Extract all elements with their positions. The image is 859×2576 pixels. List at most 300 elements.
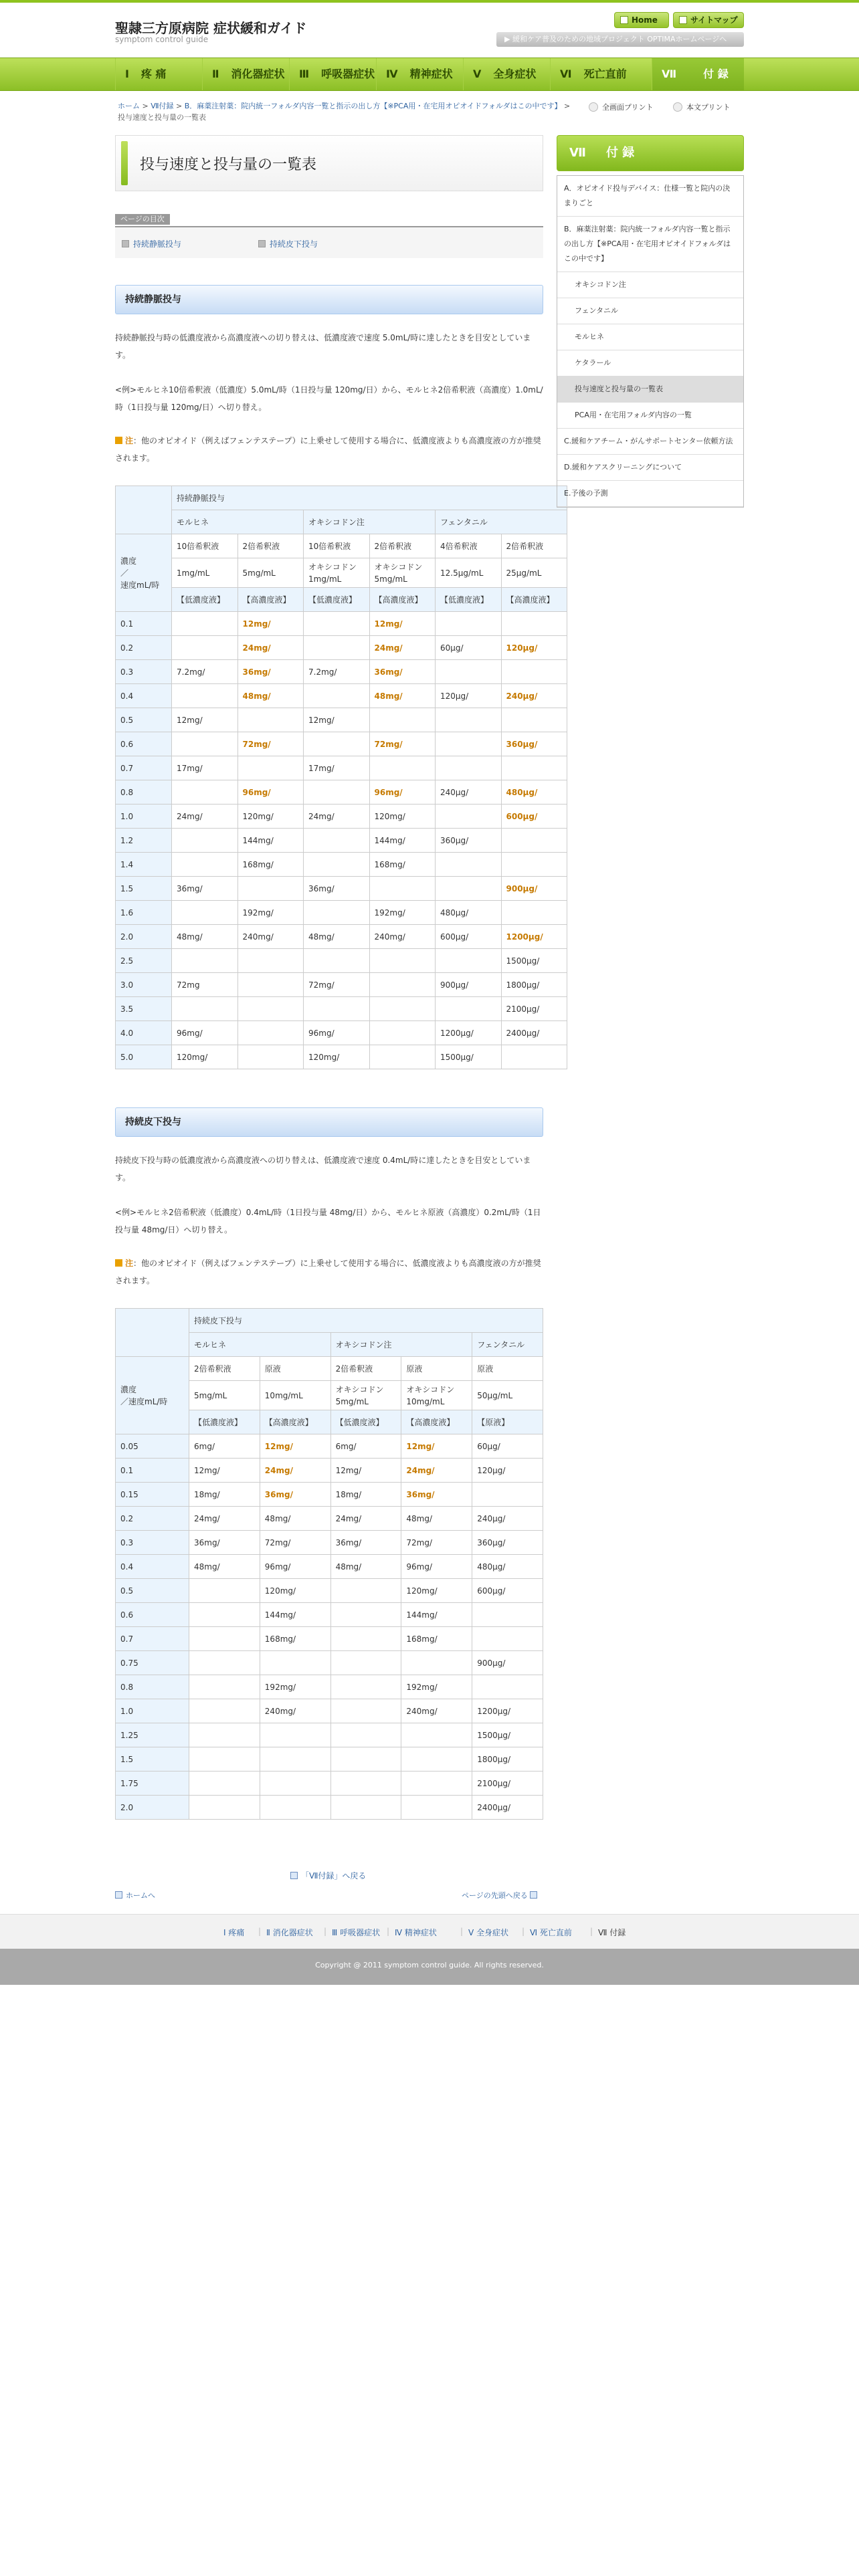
dose-cell: 36mg/ xyxy=(260,1483,330,1507)
table-row xyxy=(116,1459,543,1483)
rate-cell: 0.3 xyxy=(116,1531,189,1555)
dose-cell: 24mg/ xyxy=(330,1507,401,1531)
footer-nav xyxy=(0,1914,859,1949)
dose-cell: 144mg/ xyxy=(260,1603,330,1627)
dose-cell xyxy=(330,1675,401,1699)
dose-cell: 24mg/ xyxy=(369,636,436,660)
dose-cell xyxy=(436,997,502,1021)
dose-cell: 96mg/ xyxy=(369,780,436,804)
print-all-button[interactable]: 全画面プリント xyxy=(589,102,654,112)
rate-cell: 3.0 xyxy=(116,973,172,997)
dose-cell xyxy=(501,853,567,877)
dose-cell xyxy=(436,877,502,901)
footer-nav-item[interactable]: Ⅶ 付録 xyxy=(598,1928,626,1937)
dose-cell: 12mg/ xyxy=(304,708,370,732)
concentration-cell: 5mg/mL xyxy=(237,558,304,588)
dose-cell: 900μg/ xyxy=(472,1651,543,1675)
dose-cell: 12mg/ xyxy=(260,1434,330,1459)
dose-cell xyxy=(304,997,370,1021)
dilution-header: 原液 xyxy=(401,1357,472,1381)
gnav-item-pain[interactable]: Ⅰ 疼 痛 xyxy=(115,58,202,90)
dose-cell: 96mg/ xyxy=(260,1555,330,1579)
dose-cell xyxy=(189,1772,260,1796)
footer-separator: | xyxy=(460,1927,464,1936)
sidebar-item[interactable]: フェンタニル xyxy=(557,298,743,324)
table-row xyxy=(116,1507,543,1531)
dose-cell: 48mg/ xyxy=(304,925,370,949)
dose-cell: 72mg/ xyxy=(401,1531,472,1555)
dose-cell xyxy=(369,1045,436,1069)
dose-cell: 72mg/ xyxy=(260,1531,330,1555)
dose-cell xyxy=(330,1723,401,1747)
dose-cell: 2400μg/ xyxy=(501,1021,567,1045)
back-to-appendix-link[interactable]: 「Ⅶ付録」へ戻る xyxy=(290,1870,366,1881)
gnav-item-digestive[interactable]: Ⅱ 消化器症状 xyxy=(202,58,289,90)
dose-cell xyxy=(304,732,370,756)
dose-cell xyxy=(237,708,304,732)
table-row xyxy=(116,1747,543,1772)
optima-banner-link[interactable]: ▶ 緩和ケア普及のための地域プロジェクト OPTIMAホームページへ xyxy=(496,32,744,47)
dose-cell xyxy=(189,1699,260,1723)
dose-cell: 12mg/ xyxy=(401,1434,472,1459)
gnav-item-dying[interactable]: Ⅵ 死亡直前 xyxy=(550,58,652,90)
dose-cell xyxy=(172,780,238,804)
sec1-note: 注：他のオピオイド（例えばフェンテステープ）に上乗せして使用する場合に、低濃度液よりも高濃度液の方が推奨されます。 xyxy=(115,436,541,463)
rate-cell: 4.0 xyxy=(116,1021,172,1045)
gnav-item-appendix[interactable]: Ⅶ 付 録 xyxy=(652,58,744,90)
dilution-header: 2倍希釈液 xyxy=(237,534,304,558)
dilution-header: 2倍希釈液 xyxy=(501,534,567,558)
dose-cell xyxy=(304,612,370,636)
dose-cell xyxy=(369,756,436,780)
dose-cell xyxy=(330,1747,401,1772)
table-row xyxy=(116,949,567,973)
rate-cell: 0.6 xyxy=(116,732,172,756)
liquid-kind-cell: 【高濃度液】 xyxy=(237,588,304,612)
dose-cell xyxy=(237,997,304,1021)
rate-cell: 1.25 xyxy=(116,1723,189,1747)
concentration-cell: 10mg/mL xyxy=(260,1381,330,1410)
rate-cell: 1.0 xyxy=(116,804,172,829)
dose-cell: 60μg/ xyxy=(472,1434,543,1459)
title-accent-bar xyxy=(121,141,128,185)
liquid-kind-cell: 【高濃度液】 xyxy=(260,1410,330,1434)
rate-cell: 0.7 xyxy=(116,1627,189,1651)
dose-cell: 1200μg/ xyxy=(472,1699,543,1723)
dose-cell xyxy=(237,973,304,997)
dose-cell xyxy=(436,949,502,973)
dose-cell xyxy=(189,1796,260,1820)
table-sc-dose xyxy=(115,1308,543,1820)
section-heading-sc: 持続皮下投与 xyxy=(115,1107,543,1137)
home-icon xyxy=(115,1891,122,1899)
note-marker-icon xyxy=(115,1259,122,1267)
dose-cell: 7.2mg/ xyxy=(304,660,370,684)
dose-cell: 144mg/ xyxy=(369,829,436,853)
row-label-cell: 濃度 ／ 速度mL/時 xyxy=(116,534,172,612)
dose-cell: 1500μg/ xyxy=(472,1723,543,1747)
print-icon xyxy=(673,102,682,112)
site-title[interactable]: 聖隷三方原病院 症状緩和ガイド xyxy=(115,20,307,36)
dose-cell xyxy=(237,756,304,780)
dose-cell xyxy=(260,1796,330,1820)
liquid-kind-cell: 【低濃度液】 xyxy=(436,588,502,612)
breadcrumb-home[interactable]: ホーム xyxy=(118,102,140,110)
table-corner xyxy=(116,486,172,534)
toc-label: ページの目次 xyxy=(115,214,170,225)
table-row xyxy=(116,756,567,780)
dose-cell: 240mg/ xyxy=(260,1699,330,1723)
dose-cell xyxy=(501,1045,567,1069)
dose-cell xyxy=(369,877,436,901)
rate-cell: 0.6 xyxy=(116,1603,189,1627)
dose-cell xyxy=(436,732,502,756)
rate-cell: 1.75 xyxy=(116,1772,189,1796)
dose-cell: 2100μg/ xyxy=(472,1772,543,1796)
sidebar-item[interactable]: ケタラール xyxy=(557,350,743,377)
gnav-item-systemic[interactable]: Ⅴ 全身症状 xyxy=(463,58,550,90)
rate-cell: 1.4 xyxy=(116,853,172,877)
liquid-kind-cell: 【低濃度液】 xyxy=(330,1410,401,1434)
footer-nav-item[interactable]: Ⅲ 呼吸器症状 xyxy=(332,1928,381,1937)
table-row xyxy=(116,1723,543,1747)
table-row xyxy=(116,1579,543,1603)
dilution-header: 原液 xyxy=(472,1357,543,1381)
footer-nav-item[interactable]: Ⅳ 精神症状 xyxy=(395,1928,437,1937)
dose-cell: 120mg/ xyxy=(237,804,304,829)
rate-cell: 0.5 xyxy=(116,1579,189,1603)
dose-cell: 24mg/ xyxy=(260,1459,330,1483)
rate-cell: 1.5 xyxy=(116,877,172,901)
dose-cell: 36mg/ xyxy=(189,1531,260,1555)
dose-cell xyxy=(401,1796,472,1820)
dose-cell xyxy=(172,636,238,660)
sidebar-item[interactable]: D.緩和ケアスクリーニングについて xyxy=(557,455,743,481)
dose-cell: 48mg/ xyxy=(260,1507,330,1531)
table-row xyxy=(116,1627,543,1651)
rate-cell: 0.05 xyxy=(116,1434,189,1459)
dose-cell xyxy=(436,612,502,636)
dose-cell: 168mg/ xyxy=(260,1627,330,1651)
rate-cell: 0.8 xyxy=(116,1675,189,1699)
dose-cell: 36mg/ xyxy=(330,1531,401,1555)
dose-cell xyxy=(237,1045,304,1069)
concentration-cell: 1mg/mL xyxy=(172,558,238,588)
dose-cell xyxy=(330,1627,401,1651)
dose-cell: 48mg/ xyxy=(237,684,304,708)
print-body-button[interactable]: 本文プリント xyxy=(673,102,731,112)
dose-cell xyxy=(304,949,370,973)
rate-cell: 2.0 xyxy=(116,925,172,949)
dose-cell: 24mg/ xyxy=(172,804,238,829)
dose-cell xyxy=(472,1675,543,1699)
sidebar-item[interactable]: C.緩和ケアチーム・がんサポートセンター依頼方法 xyxy=(557,429,743,455)
rate-cell: 1.0 xyxy=(116,1699,189,1723)
dose-cell xyxy=(330,1603,401,1627)
dose-cell: 900μg/ xyxy=(501,877,567,901)
rate-cell: 2.0 xyxy=(116,1796,189,1820)
sidebar-item[interactable]: オキシコドン注 xyxy=(557,272,743,298)
sitemap-icon xyxy=(679,16,687,24)
rate-cell: 0.75 xyxy=(116,1651,189,1675)
dose-cell: 2400μg/ xyxy=(472,1796,543,1820)
dose-cell: 360μg/ xyxy=(472,1531,543,1555)
dose-cell: 120μg/ xyxy=(472,1459,543,1483)
dose-cell xyxy=(172,684,238,708)
dose-cell: 1500μg/ xyxy=(436,1045,502,1069)
table-row xyxy=(116,636,567,660)
dose-cell: 120mg/ xyxy=(369,804,436,829)
dose-cell: 18mg/ xyxy=(330,1483,401,1507)
dose-cell xyxy=(501,660,567,684)
table-title-cell: 持続静脈投与 xyxy=(172,486,567,510)
table-row xyxy=(116,1045,567,1069)
dose-cell xyxy=(369,708,436,732)
dose-cell: 96mg/ xyxy=(304,1021,370,1045)
rate-cell: 1.2 xyxy=(116,829,172,853)
dose-cell xyxy=(172,829,238,853)
dilution-header: 2倍希釈液 xyxy=(330,1357,401,1381)
sidebar xyxy=(557,135,744,508)
dose-cell: 6mg/ xyxy=(330,1434,401,1459)
dose-cell xyxy=(436,708,502,732)
liquid-kind-cell: 【高濃度液】 xyxy=(501,588,567,612)
table-row xyxy=(116,660,567,684)
dose-cell: 48mg/ xyxy=(172,925,238,949)
dose-cell xyxy=(401,1723,472,1747)
table-row xyxy=(116,804,567,829)
sidebar-item[interactable]: E.予後の予測 xyxy=(557,481,743,507)
table-row xyxy=(116,1021,567,1045)
dose-cell xyxy=(189,1651,260,1675)
footer-nav-item[interactable]: Ⅴ 全身症状 xyxy=(468,1928,509,1937)
dose-cell: 7.2mg/ xyxy=(172,660,238,684)
dose-cell xyxy=(436,853,502,877)
page-title: 投与速度と投与量の一覧表 xyxy=(140,156,317,173)
dose-cell: 168mg/ xyxy=(237,853,304,877)
table-row xyxy=(116,1603,543,1627)
rate-cell: 0.8 xyxy=(116,780,172,804)
breadcrumb-section-b[interactable]: B．麻薬注射薬：院内統一フォルダ内容一覧と指示の出し方【※PCA用・在宅用オピオイドフォルダはこの中です】 xyxy=(184,102,562,110)
dose-cell: 192mg/ xyxy=(260,1675,330,1699)
dose-cell: 72mg/ xyxy=(369,732,436,756)
dose-cell xyxy=(189,1723,260,1747)
dose-cell: 360μg/ xyxy=(436,829,502,853)
dose-cell xyxy=(260,1723,330,1747)
dose-cell xyxy=(330,1579,401,1603)
dose-cell: 192mg/ xyxy=(237,901,304,925)
copyright: Copyright @ 2011 symptom control guide. All rights reserved. xyxy=(0,1949,859,1985)
dose-cell: 240mg/ xyxy=(369,925,436,949)
gnav-item-psychiatric[interactable]: Ⅳ 精神症状 xyxy=(376,58,463,90)
dose-cell: 1800μg/ xyxy=(472,1747,543,1772)
dose-cell: 600μg/ xyxy=(472,1579,543,1603)
dose-cell xyxy=(369,949,436,973)
sidebar-heading[interactable]: Ⅶ 付 録 xyxy=(557,135,744,171)
footer-separator: | xyxy=(324,1927,327,1936)
table-row xyxy=(116,684,567,708)
footer-separator: | xyxy=(258,1927,262,1936)
dose-cell xyxy=(501,901,567,925)
concentration-cell: 50μg/mL xyxy=(472,1381,543,1410)
dose-cell: 1800μg/ xyxy=(501,973,567,997)
sidebar-menu xyxy=(557,175,744,508)
dose-cell: 168mg/ xyxy=(401,1627,472,1651)
table-row xyxy=(116,732,567,756)
dose-cell: 6mg/ xyxy=(189,1434,260,1459)
sidebar-item[interactable]: A．オピオイド投与デバイス：仕様一覧と院内の決まりごと xyxy=(557,176,743,217)
page-toc xyxy=(115,226,543,258)
site-header xyxy=(0,3,859,59)
dose-cell: 12mg/ xyxy=(237,612,304,636)
dose-cell xyxy=(172,901,238,925)
dose-cell xyxy=(501,756,567,780)
global-nav xyxy=(0,58,859,91)
dose-cell: 12mg/ xyxy=(172,708,238,732)
rate-cell: 1.5 xyxy=(116,1747,189,1772)
dose-cell: 1500μg/ xyxy=(501,949,567,973)
dilution-header: 10倍希釈液 xyxy=(304,534,370,558)
breadcrumb-appendix[interactable]: Ⅶ付録 xyxy=(151,102,174,110)
rate-cell: 5.0 xyxy=(116,1045,172,1069)
liquid-kind-cell: 【高濃度液】 xyxy=(369,588,436,612)
dose-cell: 24mg/ xyxy=(189,1507,260,1531)
table-row xyxy=(116,973,567,997)
toc-link-iv[interactable]: 持続静脈投与 xyxy=(122,238,181,249)
table-row xyxy=(116,612,567,636)
table-row xyxy=(116,1555,543,1579)
sec1-para2: <例>モルヒネ10倍希釈液（低濃度）5.0mL/時（1日投与量 120mg/日）から、モルヒネ2倍希釈液（高濃度）1.0mL/時（1日投与量 120mg/日）へ切り替え。 xyxy=(115,385,543,412)
dose-cell xyxy=(401,1651,472,1675)
concentration-cell: 25μg/mL xyxy=(501,558,567,588)
rate-cell: 2.5 xyxy=(116,949,172,973)
dose-cell xyxy=(330,1699,401,1723)
dose-cell xyxy=(304,829,370,853)
footer-separator: | xyxy=(590,1927,593,1936)
table-row xyxy=(116,853,567,877)
dose-cell xyxy=(304,780,370,804)
sidebar-item[interactable]: B．麻薬注射薬：院内統一フォルダ内容一覧と指示の出し方【※PCA用・在宅用オピオイドフォルダはこの中です】 xyxy=(557,217,743,272)
dose-cell: 240mg/ xyxy=(401,1699,472,1723)
dose-cell xyxy=(172,612,238,636)
footer-nav-item[interactable]: Ⅱ 消化器症状 xyxy=(266,1928,313,1937)
dose-cell: 1200μg/ xyxy=(436,1021,502,1045)
table-row xyxy=(116,1772,543,1796)
footer-nav-item[interactable]: Ⅰ 疼痛 xyxy=(223,1928,245,1937)
sec1-para1: 持続静脈投与時の低濃度液から高濃度液への切り替えは、低濃度液で速度 5.0mL/時に達したときを目安としています。 xyxy=(115,333,531,360)
dose-cell xyxy=(189,1579,260,1603)
dose-cell: 36mg/ xyxy=(304,877,370,901)
footer-separator: | xyxy=(387,1927,390,1936)
dose-cell xyxy=(436,756,502,780)
dose-cell xyxy=(237,877,304,901)
rate-cell: 0.1 xyxy=(116,1459,189,1483)
liquid-kind-cell: 【高濃度液】 xyxy=(401,1410,472,1434)
row-label-cell: 濃度 ／速度mL/時 xyxy=(116,1357,189,1434)
dose-cell xyxy=(330,1651,401,1675)
liquid-kind-cell: 【低濃度液】 xyxy=(189,1410,260,1434)
table-title-cell: 持続皮下投与 xyxy=(189,1309,543,1333)
dose-cell: 24mg/ xyxy=(304,804,370,829)
dose-cell xyxy=(172,732,238,756)
dose-cell: 240μg/ xyxy=(436,780,502,804)
sec2-para2: <例>モルヒネ2倍希釈液（低濃度）0.4mL/時（1日投与量 48mg/日）から、モルヒネ原液（高濃度）0.2mL/時（1日投与量 48mg/日）へ切り替え。 xyxy=(115,1208,541,1235)
dose-cell: 48mg/ xyxy=(330,1555,401,1579)
dose-cell: 900μg/ xyxy=(436,973,502,997)
concentration-cell: オキシコドン1mg/mL xyxy=(304,558,370,588)
table-row xyxy=(116,901,567,925)
sitemap-button[interactable]: サイトマップ xyxy=(673,12,744,28)
dose-cell: 72mg/ xyxy=(237,732,304,756)
sidebar-item[interactable]: 投与速度と投与量の一覧表 xyxy=(557,377,743,403)
dose-cell: 360μg/ xyxy=(501,732,567,756)
toc-link-sc[interactable]: 持続皮下投与 xyxy=(258,238,318,249)
dilution-header: 10倍希釈液 xyxy=(172,534,238,558)
breadcrumb: ホーム > Ⅶ付録 > B．麻薬注射薬：院内統一フォルダ内容一覧と指示の出し方【※PCA用・在宅用オピオイドフォルダはこの中です】 > 投与速度と投与量の一覧表 xyxy=(118,102,571,122)
table-row xyxy=(116,708,567,732)
dose-cell: 192mg/ xyxy=(401,1675,472,1699)
table-row xyxy=(116,997,567,1021)
dose-cell xyxy=(501,829,567,853)
dose-cell xyxy=(436,804,502,829)
dose-cell: 480μg/ xyxy=(501,780,567,804)
table-row xyxy=(116,780,567,804)
dose-cell xyxy=(304,636,370,660)
gnav-item-respiratory[interactable]: Ⅲ 呼吸器症状 xyxy=(289,58,376,90)
dose-cell: 24mg/ xyxy=(237,636,304,660)
drug-header: オキシコドン注 xyxy=(304,510,436,534)
sidebar-item[interactable]: PCA用・在宅用フォルダ内容の一覧 xyxy=(557,403,743,429)
dose-cell: 600μg/ xyxy=(501,804,567,829)
rate-cell: 3.5 xyxy=(116,997,172,1021)
dose-cell: 120mg/ xyxy=(172,1045,238,1069)
dose-cell: 1200μg/ xyxy=(501,925,567,949)
sidebar-item[interactable]: モルヒネ xyxy=(557,324,743,350)
dose-cell xyxy=(472,1483,543,1507)
table-row xyxy=(116,1434,543,1459)
table-row xyxy=(116,925,567,949)
table-row xyxy=(116,1531,543,1555)
dose-cell xyxy=(172,949,238,973)
rate-cell: 0.7 xyxy=(116,756,172,780)
sec2-note: 注：他のオピオイド（例えばフェンテステープ）に上乗せして使用する場合に、低濃度液よりも高濃度液の方が推奨されます。 xyxy=(115,1259,541,1285)
dose-cell: 480μg/ xyxy=(436,901,502,925)
dose-cell xyxy=(501,612,567,636)
print-icon xyxy=(589,102,598,112)
rate-cell: 0.4 xyxy=(116,684,172,708)
page-top-link[interactable]: ページの先頭へ戻る xyxy=(462,1890,541,1901)
home-button[interactable]: Home xyxy=(614,12,669,28)
dose-cell: 600μg/ xyxy=(436,925,502,949)
footer-nav-item[interactable]: Ⅵ 死亡直前 xyxy=(530,1928,572,1937)
liquid-kind-cell: 【低濃度液】 xyxy=(304,588,370,612)
dose-cell xyxy=(304,684,370,708)
dose-cell: 168mg/ xyxy=(369,853,436,877)
footer-home-link[interactable]: ホームへ xyxy=(115,1890,155,1901)
drug-header: フェンタニル xyxy=(472,1333,543,1357)
dose-cell xyxy=(189,1627,260,1651)
rate-cell: 0.2 xyxy=(116,1507,189,1531)
up-icon xyxy=(530,1891,537,1899)
dose-cell: 144mg/ xyxy=(237,829,304,853)
bullet-square-icon xyxy=(122,240,129,247)
dose-cell: 120mg/ xyxy=(304,1045,370,1069)
dose-cell: 240μg/ xyxy=(472,1507,543,1531)
dose-cell xyxy=(369,997,436,1021)
dilution-header: 2倍希釈液 xyxy=(369,534,436,558)
rate-cell: 1.6 xyxy=(116,901,172,925)
dose-cell: 144mg/ xyxy=(401,1603,472,1627)
